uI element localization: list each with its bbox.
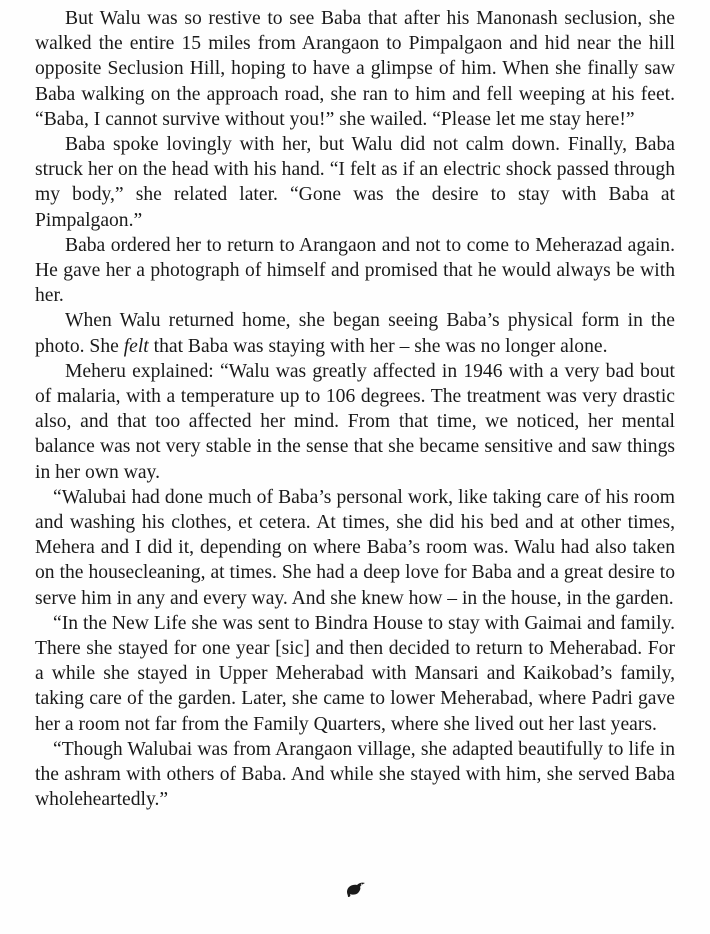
paragraph-7-after: and then decided to return to Meherabad. For a while she stayed in Upper Meherabad with Mansari and Kaikobad’s family, taking care of the garden. Later, she came to lower Meherabad, where Padri gave her a room not far from the Family Quarters, where she lived out her last years. — [35, 638, 675, 735]
paragraph-6: “Walubai had done much of Baba’s personal work, like taking care of his room and washing his clothes, et cetera. At times, she did his bed and at other times, Mehera and I did it, depending on where Baba’s room was. Walu had also taken on the housecleaning, at times. She had a deep love for Baba and a great desire to serve him in any and every way. And she knew how – in the house, in the garden. — [35, 486, 675, 609]
paragraph-4-after: that Baba was staying with her – she was no longer alone. — [148, 335, 608, 357]
paragraph-2: Baba spoke lovingly with her, but Walu did not calm down. Finally, Baba struck her on the head with his hand. “I felt as if an electric shock passed through my body,” she related later. “Gone was the desire to stay with Baba at Pimpalgaon.” — [35, 134, 675, 231]
paragraph-7-before: “In the New Life she was sent to Bindra House to stay with Gaimai and family. There she stayed for one year — [35, 612, 675, 660]
paragraph-3: Baba ordered her to return to Arangaon and not to come to Meherazad again. He gave her a photograph of himself and promised that he would always be with her. — [35, 234, 675, 307]
paragraph-7-sic: [sic] — [275, 638, 310, 660]
paragraph-4-emphasis: felt — [123, 335, 149, 357]
paragraph-7 — [35, 611, 675, 737]
paragraph-4 — [35, 308, 675, 358]
paragraph-4-before: When Walu returned home, she began seeing Baba’s physical form in the photo. She — [35, 310, 675, 357]
paragraph-8: “Though Walubai was from Arangaon village, she adapted beautifully to life in the ashram with others of Baba. And while she stayed with him, she served Baba wholeheartedly.” — [35, 738, 675, 811]
body-text — [35, 6, 675, 813]
bird-ornament-icon — [345, 880, 367, 898]
paragraph-1: But Walu was so restive to see Baba that after his Manonash seclusion, she walked the entire 15 miles from Arangaon to Pimpalgaon and hid near the hill opposite Seclusion Hill, hoping to have a glimpse of him. When she finally saw Baba walking on the approach road, she ran to him and fell weeping at his feet. “Baba, I cannot survive without you!” she wailed. “Please let me stay here!” — [35, 8, 675, 130]
paragraph-5: Meheru explained: “Walu was greatly affected in 1946 with a very bad bout of malaria, with a temperature up to 106 degrees. The treatment was very drastic also, and that too affected her mind. From that time, we noticed, her mental balance was not very stable in the sense that she became sensitive and saw things in her own way. — [35, 360, 675, 483]
